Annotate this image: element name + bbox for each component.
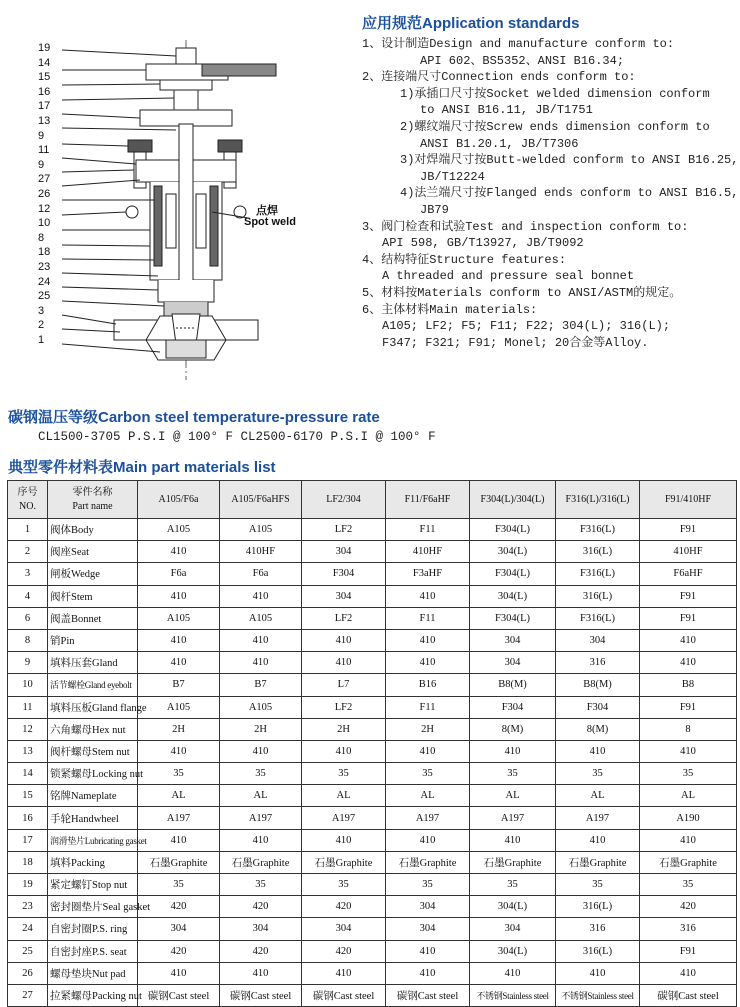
standards-line: JB/T12224: [420, 169, 485, 184]
material-cell: 304: [386, 896, 470, 918]
callout-number: 14: [38, 56, 51, 69]
column-header: [640, 481, 737, 519]
material-cell: 410: [640, 740, 737, 762]
application-standards: [362, 12, 738, 351]
material-cell: A197: [138, 807, 220, 829]
column-header-text: A105/F6aHFS: [231, 493, 290, 505]
material-cell: 304(L): [470, 585, 556, 607]
material-cell: F91: [640, 585, 737, 607]
material-cell: F304(L): [470, 519, 556, 541]
material-cell: 石墨Graphite: [556, 851, 640, 873]
material-cell: 410: [556, 962, 640, 984]
material-cell: 410HF: [220, 541, 302, 563]
material-cell: 不锈钢Stainless steel: [556, 984, 640, 1006]
material-cell: 410: [640, 962, 737, 984]
part-name-cell: 阀体Body: [48, 519, 138, 541]
material-cell: 8: [640, 718, 737, 740]
material-cell: F316(L): [556, 519, 640, 541]
standards-line: API 602、BS5352、ANSI B16.34;: [420, 53, 625, 68]
material-cell: B8: [640, 674, 737, 696]
column-header: [386, 481, 470, 519]
standards-line: 4)法兰端尺寸按Flanged ends conform to ANSI B16.5,: [400, 186, 739, 201]
standards-line: 1)承插口尺寸按Socket welded dimension conform: [400, 86, 710, 101]
callout-number: 16: [38, 85, 51, 98]
material-cell: 410: [138, 585, 220, 607]
callout-number: 3: [38, 304, 45, 317]
part-name-cell: 密封圈垫片Seal gasket: [48, 896, 138, 918]
table-header-row: [8, 481, 737, 519]
valve-drawing: [0, 40, 320, 385]
standards-line: A105; LF2; F5; F11; F22; 304(L); 316(L);: [382, 319, 671, 334]
material-cell: 410HF: [386, 541, 470, 563]
material-cell: 8(M): [556, 718, 640, 740]
row-number-cell: 23: [8, 896, 48, 918]
material-cell: 碳钢Cast steel: [302, 984, 386, 1006]
row-number-cell: 9: [8, 652, 48, 674]
material-cell: B8(M): [470, 674, 556, 696]
standards-line: API 598, GB/T13927, JB/T9092: [382, 236, 584, 251]
part-name-cell: 自密封座P.S. seat: [48, 940, 138, 962]
material-cell: 410: [138, 829, 220, 851]
callout-number: 26: [38, 188, 51, 200]
material-cell: 410: [640, 829, 737, 851]
table-row: [8, 785, 737, 807]
part-name-cell: 螺母垫块Nut pad: [48, 962, 138, 984]
material-cell: F11: [386, 696, 470, 718]
material-cell: L7: [302, 674, 386, 696]
callout-number: 27: [38, 173, 51, 186]
callout-number: 2: [38, 319, 45, 332]
material-cell: 碳钢Cast steel: [138, 984, 220, 1006]
material-cell: 410: [138, 962, 220, 984]
part-name-cell: 销Pin: [48, 629, 138, 651]
material-cell: 304: [556, 629, 640, 651]
row-number-cell: 6: [8, 607, 48, 629]
standards-line: 1、设计制造Design and manufacture conform to:: [362, 37, 675, 51]
standards-line: F347; F321; F91; Monel; 20合金等Alloy.: [382, 335, 649, 350]
material-cell: 410: [470, 829, 556, 851]
rate-title: 碳钢温压等级Carbon steel temperature-pressure rate: [8, 409, 380, 426]
material-cell: AL: [386, 785, 470, 807]
table-row: [8, 763, 737, 785]
material-cell: 304: [302, 585, 386, 607]
material-cell: 35: [138, 874, 220, 896]
material-cell: 304(L): [470, 541, 556, 563]
part-name-cell: 填料Packing: [48, 851, 138, 873]
material-cell: 35: [470, 763, 556, 785]
material-cell: A105: [138, 607, 220, 629]
standards-line: 2)螺纹端尺寸按Screw ends dimension conform to: [400, 119, 710, 134]
material-cell: F6a: [220, 563, 302, 585]
material-cell: 304: [470, 652, 556, 674]
standards-line: 2、连接端尺寸Connection ends conform to:: [362, 70, 636, 85]
callout-number: 24: [38, 275, 51, 288]
material-cell: 35: [386, 763, 470, 785]
standards-line: A threaded and pressure seal bonnet: [382, 269, 635, 284]
column-header: [220, 481, 302, 519]
part-name-cell: 填料压板Gland flange: [48, 696, 138, 718]
material-cell: F91: [640, 519, 737, 541]
table-row: [8, 519, 737, 541]
material-cell: AL: [556, 785, 640, 807]
part-name-cell: 活节螺栓Gland eyebolt: [48, 674, 138, 696]
material-cell: AL: [302, 785, 386, 807]
standards-line: ANSI B1.20.1, JB/T7306: [420, 136, 579, 151]
material-cell: 石墨Graphite: [302, 851, 386, 873]
part-name-cell: 闸板Wedge: [48, 563, 138, 585]
material-cell: 410: [556, 740, 640, 762]
column-header-text: A105/F6a: [158, 493, 199, 505]
material-cell: F6a: [138, 563, 220, 585]
column-header: [138, 481, 220, 519]
table-row: [8, 563, 737, 585]
part-name-cell: 阀杆螺母Stem nut: [48, 740, 138, 762]
material-cell: A197: [470, 807, 556, 829]
material-cell: 420: [220, 940, 302, 962]
table-row: [8, 829, 737, 851]
material-cell: 420: [138, 940, 220, 962]
material-cell: F11: [386, 519, 470, 541]
material-cell: A197: [386, 807, 470, 829]
material-cell: 石墨Graphite: [220, 851, 302, 873]
material-cell: 35: [302, 874, 386, 896]
material-cell: 410: [386, 740, 470, 762]
material-cell: A197: [302, 807, 386, 829]
callout-number: 23: [38, 261, 51, 273]
material-cell: 410: [640, 652, 737, 674]
material-cell: B7: [138, 674, 220, 696]
standards-line: 5、材料按Materials conform to ANSI/ASTM的规定。: [362, 285, 682, 300]
material-cell: F3aHF: [386, 563, 470, 585]
table-row: [8, 652, 737, 674]
material-cell: F91: [640, 607, 737, 629]
part-name-cell: 手轮Handwheel: [48, 807, 138, 829]
table-row: [8, 541, 737, 563]
material-cell: 石墨Graphite: [470, 851, 556, 873]
part-name-cell: 锁紧螺母Locking nut: [48, 763, 138, 785]
standards-line: 6、主体材料Main materials:: [362, 302, 538, 317]
table-row: [8, 851, 737, 873]
row-number-cell: 10: [8, 674, 48, 696]
table-row: [8, 607, 737, 629]
part-name-cell: 铭牌Nameplate: [48, 785, 138, 807]
callout-number: 8: [38, 231, 45, 244]
material-cell: 410: [220, 585, 302, 607]
column-header: [470, 481, 556, 519]
material-cell: LF2: [302, 519, 386, 541]
row-number-cell: 14: [8, 763, 48, 785]
part-name-cell: 润滑垫片Lubricating gasket: [48, 829, 138, 851]
material-cell: 碳钢Cast steel: [220, 984, 302, 1006]
row-number-cell: 13: [8, 740, 48, 762]
material-cell: A197: [556, 807, 640, 829]
column-header-text: F11/F6aHF: [404, 493, 451, 505]
material-cell: 410: [302, 652, 386, 674]
material-cell: 石墨Graphite: [640, 851, 737, 873]
material-cell: 410HF: [640, 541, 737, 563]
material-cell: 石墨Graphite: [386, 851, 470, 873]
spot-weld-label-en: Spot weld: [244, 216, 296, 228]
material-cell: 420: [302, 940, 386, 962]
row-number-cell: 15: [8, 785, 48, 807]
row-number-cell: 27: [8, 984, 48, 1006]
material-cell: A105: [138, 519, 220, 541]
material-cell: 316: [556, 918, 640, 940]
material-cell: 2H: [302, 718, 386, 740]
material-cell: 35: [470, 874, 556, 896]
table-row: [8, 585, 737, 607]
material-cell: 410: [220, 740, 302, 762]
standards-line: 3)对焊端尺寸按Butt-welded conform to ANSI B16.25,: [400, 153, 739, 168]
material-cell: 304(L): [470, 896, 556, 918]
material-cell: 35: [640, 874, 737, 896]
material-cell: 碳钢Cast steel: [640, 984, 737, 1006]
callout-number: 18: [38, 246, 51, 259]
material-cell: 316(L): [556, 896, 640, 918]
material-cell: 316(L): [556, 940, 640, 962]
column-header-text: F304(L)/304(L): [480, 493, 545, 505]
material-cell: AL: [220, 785, 302, 807]
material-cell: 304: [470, 918, 556, 940]
callout-number: 13: [38, 115, 51, 127]
part-name-cell: 填料压套Gland: [48, 652, 138, 674]
table-row: [8, 896, 737, 918]
material-cell: F304(L): [470, 607, 556, 629]
material-cell: 316: [640, 918, 737, 940]
material-cell: 420: [138, 896, 220, 918]
callout-number: 15: [38, 71, 51, 84]
table-row: [8, 696, 737, 718]
row-number-cell: 11: [8, 696, 48, 718]
part-name-cell: 六角螺母Hex nut: [48, 718, 138, 740]
table-row: [8, 807, 737, 829]
part-name-cell: 阀盖Bonnet: [48, 607, 138, 629]
column-header-text: Part name: [72, 500, 113, 512]
spot-weld-label-cn: 点焊: [256, 205, 278, 217]
material-cell: 2H: [220, 718, 302, 740]
material-cell: 35: [220, 763, 302, 785]
material-cell: 410: [470, 962, 556, 984]
column-header: [302, 481, 386, 519]
material-cell: 410: [386, 652, 470, 674]
materials-list-title: 典型零件材料表Main part materials list: [8, 459, 276, 476]
material-cell: 304: [386, 918, 470, 940]
material-cell: 304: [302, 541, 386, 563]
material-cell: 410: [556, 829, 640, 851]
material-cell: 316: [556, 652, 640, 674]
part-name-cell: 阀杆Stem: [48, 585, 138, 607]
material-cell: A105: [138, 696, 220, 718]
material-cell: 410: [302, 629, 386, 651]
table-row: [8, 740, 737, 762]
material-cell: LF2: [302, 607, 386, 629]
table-row: [8, 874, 737, 896]
material-cell: 410: [386, 585, 470, 607]
material-cell: 35: [220, 874, 302, 896]
material-cell: A105: [220, 519, 302, 541]
material-cell: F316(L): [556, 563, 640, 585]
material-cell: F6aHF: [640, 563, 737, 585]
column-header-text: F91/410HF: [664, 493, 712, 505]
standards-line: 3、阀门检查和试验Test and inspection conform to:: [362, 219, 689, 234]
material-cell: 410: [386, 962, 470, 984]
callout-number: 17: [38, 100, 51, 113]
material-cell: 410: [302, 740, 386, 762]
material-cell: 不锈钢Stainless steel: [470, 984, 556, 1006]
material-cell: A197: [220, 807, 302, 829]
table-body: [8, 519, 737, 1007]
standards-line: 4、结构特征Structure features:: [362, 252, 567, 267]
material-cell: 碳钢Cast steel: [386, 984, 470, 1006]
material-cell: 304: [302, 918, 386, 940]
material-cell: 304: [220, 918, 302, 940]
material-cell: 35: [556, 763, 640, 785]
part-name-cell: 紧定螺钉Stop nut: [48, 874, 138, 896]
table-row: [8, 984, 737, 1006]
material-cell: 410: [386, 940, 470, 962]
material-cell: 420: [302, 896, 386, 918]
row-number-cell: 1: [8, 519, 48, 541]
materials-table: [7, 480, 737, 1007]
column-header: [48, 481, 138, 519]
table-row: [8, 940, 737, 962]
row-number-cell: 12: [8, 718, 48, 740]
callout-number: 9: [38, 158, 45, 171]
table-row: [8, 962, 737, 984]
standards-line: JB79: [420, 202, 449, 217]
material-cell: 2H: [386, 718, 470, 740]
material-cell: 304: [470, 629, 556, 651]
column-header-text: LF2/304: [326, 493, 361, 505]
material-cell: 8(M): [470, 718, 556, 740]
row-number-cell: 4: [8, 585, 48, 607]
material-cell: 410: [138, 652, 220, 674]
standards-title: 应用规范Application standards: [362, 15, 580, 32]
standards-line: to ANSI B16.11, JB/T1751: [420, 103, 593, 118]
material-cell: 410: [138, 629, 220, 651]
material-cell: 35: [386, 874, 470, 896]
material-cell: 304: [138, 918, 220, 940]
material-cell: F304: [470, 696, 556, 718]
column-header: [8, 481, 48, 519]
material-cell: 316(L): [556, 541, 640, 563]
column-header-text: 序号: [17, 486, 38, 498]
table-row: [8, 918, 737, 940]
callout-number: 10: [38, 217, 51, 230]
material-cell: 410: [138, 541, 220, 563]
material-cell: 410: [220, 829, 302, 851]
callout-number: 12: [38, 202, 51, 215]
material-cell: 410: [220, 629, 302, 651]
callout-number: 9: [38, 129, 45, 142]
material-cell: B8(M): [556, 674, 640, 696]
material-cell: 410: [302, 829, 386, 851]
part-name-cell: 拉紧螺母Packing nut: [48, 984, 138, 1006]
material-cell: 410: [640, 629, 737, 651]
material-cell: F304: [556, 696, 640, 718]
material-cell: 420: [220, 896, 302, 918]
row-number-cell: 17: [8, 829, 48, 851]
material-cell: 石墨Graphite: [138, 851, 220, 873]
table-row: [8, 629, 737, 651]
material-cell: 35: [640, 763, 737, 785]
part-name-cell: 自密封圈P.S. ring: [48, 918, 138, 940]
material-cell: A105: [220, 607, 302, 629]
material-cell: AL: [470, 785, 556, 807]
row-number-cell: 3: [8, 563, 48, 585]
material-cell: F11: [386, 607, 470, 629]
callout-number: 11: [38, 144, 50, 157]
part-name-cell: 阀座Seat: [48, 541, 138, 563]
material-cell: 410: [470, 740, 556, 762]
row-number-cell: 8: [8, 629, 48, 651]
material-cell: F91: [640, 940, 737, 962]
material-cell: 304(L): [470, 940, 556, 962]
material-cell: 410: [138, 740, 220, 762]
row-number-cell: 25: [8, 940, 48, 962]
material-cell: AL: [640, 785, 737, 807]
row-number-cell: 24: [8, 918, 48, 940]
row-number-cell: 18: [8, 851, 48, 873]
material-cell: 410: [302, 962, 386, 984]
rate-text: CL1500-3705 P.S.I @ 100° F CL2500-6170 P.S.I @ 100° F: [38, 430, 436, 444]
material-cell: 35: [302, 763, 386, 785]
row-number-cell: 19: [8, 874, 48, 896]
material-cell: F316(L): [556, 607, 640, 629]
material-cell: 410: [386, 629, 470, 651]
material-cell: AL: [138, 785, 220, 807]
material-cell: 2H: [138, 718, 220, 740]
material-cell: LF2: [302, 696, 386, 718]
table-row: [8, 718, 737, 740]
table-row: [8, 674, 737, 696]
column-header: [556, 481, 640, 519]
column-header-text: NO.: [19, 500, 36, 512]
material-cell: 420: [640, 896, 737, 918]
callout-number: 25: [38, 290, 51, 303]
row-number-cell: 26: [8, 962, 48, 984]
standards-list: [362, 36, 738, 351]
row-number-cell: 16: [8, 807, 48, 829]
material-cell: F304: [302, 563, 386, 585]
row-number-cell: 2: [8, 541, 48, 563]
callout-number: 19: [38, 42, 51, 54]
material-cell: F304(L): [470, 563, 556, 585]
material-cell: B16: [386, 674, 470, 696]
material-cell: F91: [640, 696, 737, 718]
material-cell: A105: [220, 696, 302, 718]
material-cell: 35: [556, 874, 640, 896]
material-cell: 316(L): [556, 585, 640, 607]
column-header-text: F316(L)/316(L): [565, 493, 630, 505]
material-cell: B7: [220, 674, 302, 696]
material-cell: 35: [138, 763, 220, 785]
material-cell: 410: [386, 829, 470, 851]
material-cell: 410: [220, 652, 302, 674]
callout-number: 1: [38, 334, 45, 346]
column-header-text: 零件名称: [72, 486, 113, 498]
material-cell: A190: [640, 807, 737, 829]
material-cell: 410: [220, 962, 302, 984]
